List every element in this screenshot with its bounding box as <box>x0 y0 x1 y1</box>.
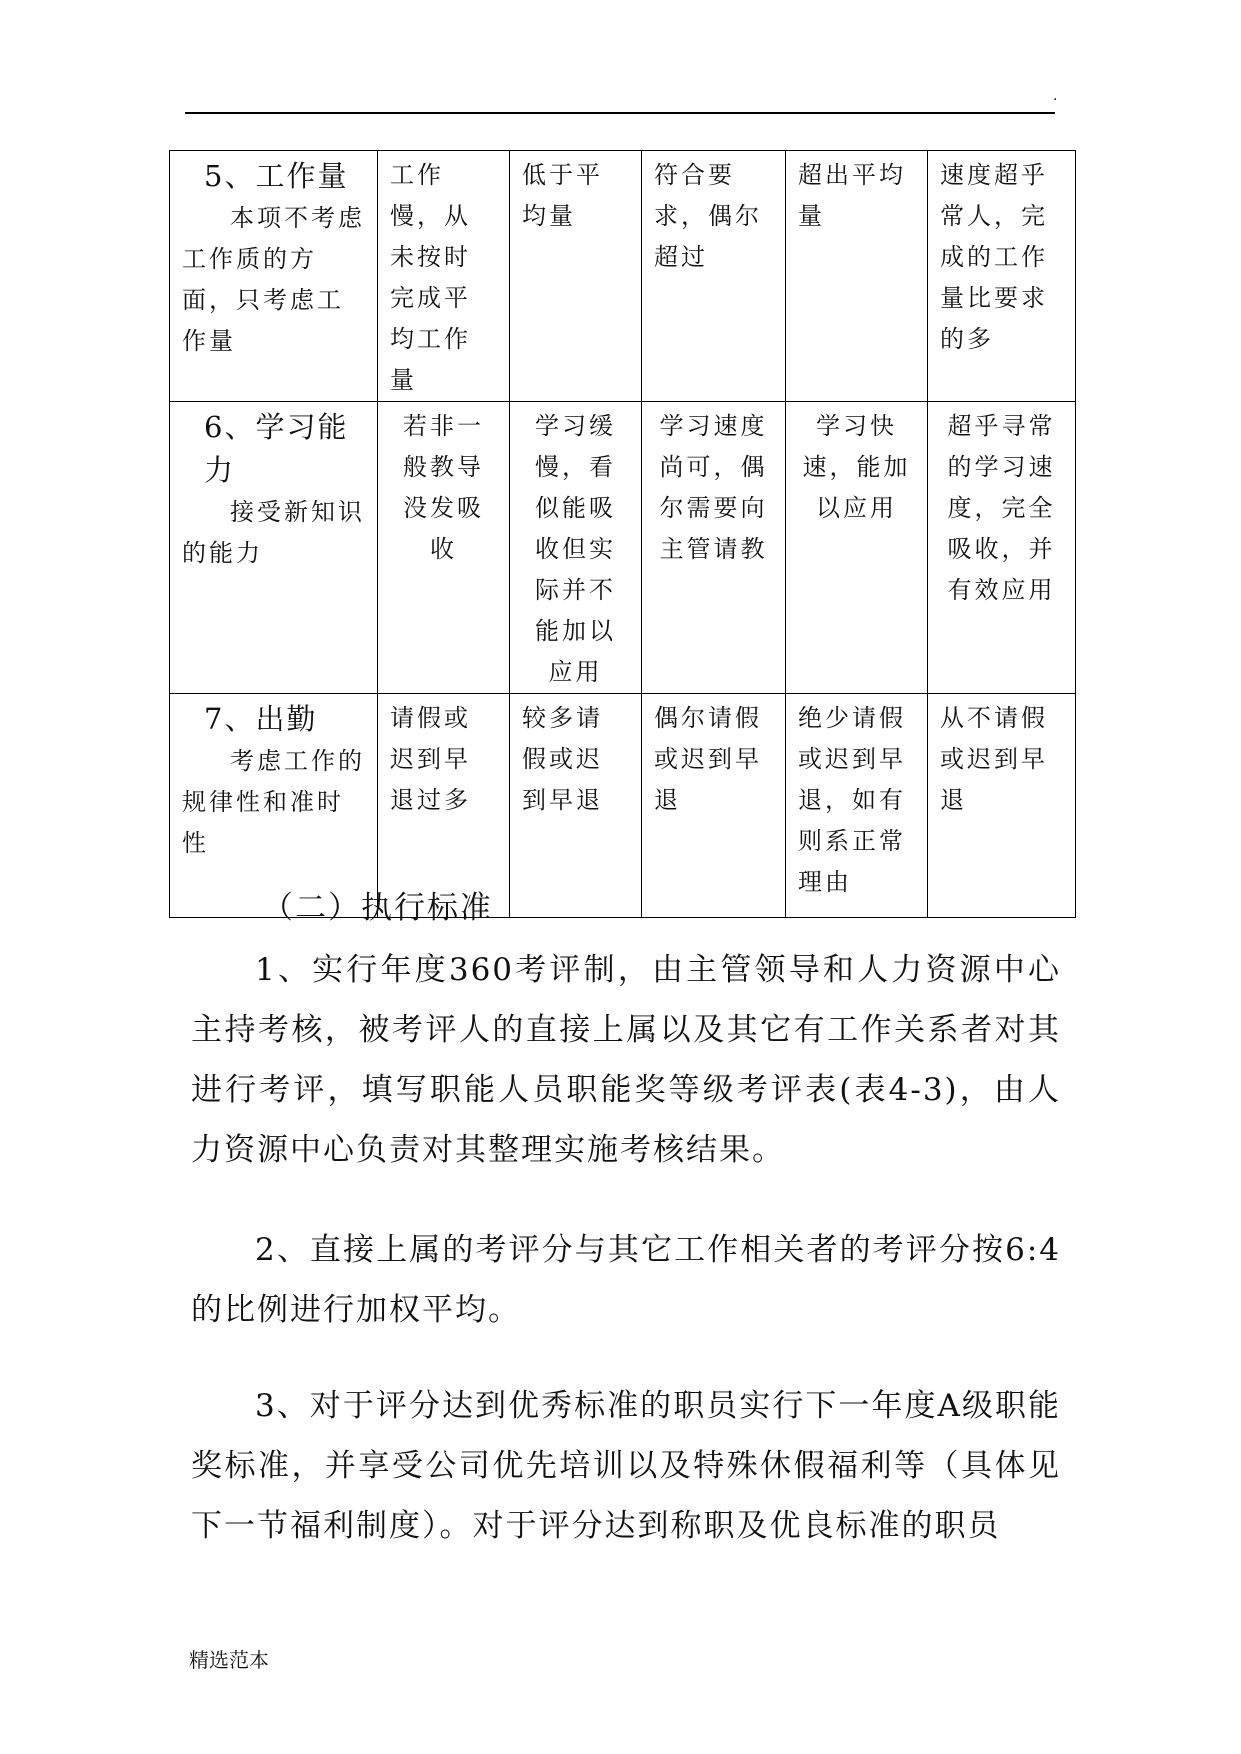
footer-text: 精选范本 <box>189 1648 269 1672</box>
level-cell: 若非一般教导没发吸收 <box>378 402 510 694</box>
criterion-cell <box>170 402 378 694</box>
criterion-title: 7、出勤 <box>204 702 318 736</box>
section-heading: （二）执行标准 <box>262 890 493 926</box>
criterion-title: 5、工作量 <box>204 159 349 193</box>
table-row <box>170 402 1076 694</box>
paragraph-block <box>191 1220 1061 1340</box>
level-cell: 超乎寻常的学习速度，完全吸收，并有效应用 <box>928 402 1076 694</box>
level-cell: 学习缓慢，看似能吸收但实际并不能加以应用 <box>510 402 642 694</box>
paragraph: 2、直接上属的考评分与其它工作相关者的考评分按6:4的比例进行加权平均。 <box>191 1232 1061 1328</box>
paragraph: 1、实行年度360考评制，由主管领导和人力资源中心主持考核，被考评人的直接上属以及其它有工作关系者对其进行考评，填写职能人员职能奖等级考评表(表4-3)，由人力资源中心负责对其整理实施考核结果。 <box>191 952 1061 1168</box>
level-cell: 较多请假或迟到早退 <box>510 694 642 918</box>
criterion-cell <box>170 151 378 402</box>
level-cell: 速度超乎常人，完成的工作量比要求的多 <box>928 151 1076 402</box>
criterion-description: 接受新知识的能力 <box>182 498 365 567</box>
level-cell: 超出平均量 <box>786 151 928 402</box>
criterion-description: 考虑工作的规律性和准时性 <box>182 747 365 857</box>
level-cell: 绝少请假或迟到早退，如有则系正常理由 <box>786 694 928 918</box>
table-row <box>170 151 1076 402</box>
criterion-description: 本项不考虑工作质的方面，只考虑工作量 <box>182 204 365 355</box>
paragraph-block <box>191 940 1061 1180</box>
paragraph-block <box>191 1376 1061 1556</box>
level-cell: 学习快速，能加以应用 <box>786 402 928 694</box>
level-cell: 低于平均量 <box>510 151 642 402</box>
level-cell: 从不请假或迟到早退 <box>928 694 1076 918</box>
header-rule <box>185 112 1055 114</box>
level-cell: 符合要求，偶尔超过 <box>642 151 786 402</box>
level-cell: 学习速度尚可，偶尔需要向主管请教 <box>642 402 786 694</box>
paragraph: 3、对于评分达到优秀标准的职员实行下一年度A级职能奖标准，并享受公司优先培训以及特殊休假福利等（具体见下一节福利制度）。对于评分达到称职及优良标准的职员 <box>191 1388 1061 1544</box>
level-cell: 请假或迟到早退过多 <box>378 694 510 918</box>
header-mark: . <box>1053 88 1058 104</box>
level-cell: 工作慢，从未按时完成平均工作量 <box>378 151 510 402</box>
evaluation-table <box>169 150 1076 918</box>
level-cell: 偶尔请假或迟到早退 <box>642 694 786 918</box>
criterion-title: 6、学习能力 <box>204 410 349 487</box>
